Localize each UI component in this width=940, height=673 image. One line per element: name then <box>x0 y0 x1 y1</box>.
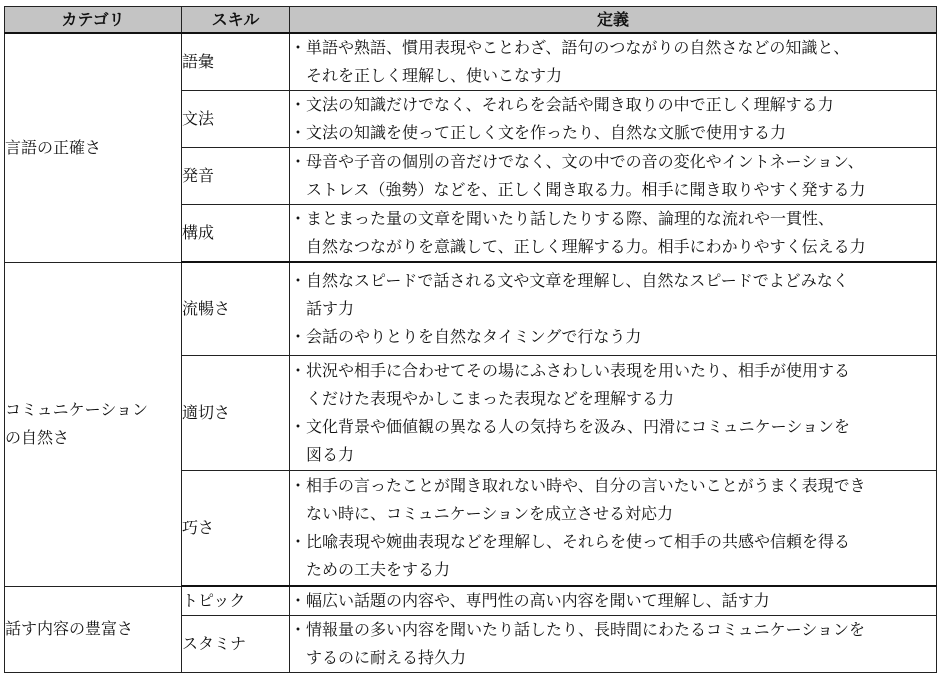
definition-item <box>290 34 936 90</box>
definition-item <box>290 472 936 528</box>
skill-cell: 流暢さ <box>182 262 290 356</box>
definition-line: するのに耐える持久力 <box>306 648 467 667</box>
definition-line: それを正しく理解し、使いこなす力 <box>306 66 563 85</box>
definition-item <box>290 357 936 413</box>
category-cell <box>5 262 182 586</box>
header-skill: スキル <box>182 7 290 34</box>
definition-cell <box>290 33 937 91</box>
bullet: ・ <box>290 591 307 610</box>
bullet: ・ <box>290 95 307 114</box>
definition-line: 自然なスピードで話される文や文章を理解し、自然なスピードでよどみなく <box>306 271 849 290</box>
definition-cell <box>290 356 937 471</box>
definition-item <box>290 267 936 323</box>
definition-line: ストレス（強勢）などを、正しく聞き取る力。相手に聞き取りやすく発する力 <box>306 180 866 199</box>
skill-cell: 文法 <box>182 91 290 148</box>
definition-line: 文法の知識だけでなく、それらを会話や聞き取りの中で正しく理解する力 <box>306 95 834 114</box>
definition-item <box>290 205 936 261</box>
skill-cell: 適切さ <box>182 356 290 471</box>
definition-item <box>290 91 936 119</box>
definition-line: 文化背景や価値観の異なる人の気持ちを汲み、円滑にコミュニケーションを <box>306 417 851 436</box>
bullet: ・ <box>290 209 307 228</box>
definition-line: 情報量の多い内容を聞いたり話したり、長時間にわたるコミュニケーションを <box>306 620 866 639</box>
skills-definition-table <box>4 6 937 673</box>
definition-line: ない時に、コミュニケーションを成立させる対応力 <box>306 504 674 523</box>
skill-cell: 巧さ <box>182 471 290 587</box>
definition-item <box>290 587 936 615</box>
bullet: ・ <box>290 152 307 171</box>
definition-cell <box>290 616 937 673</box>
bullet: ・ <box>290 476 307 495</box>
header-row <box>5 7 937 34</box>
definition-item <box>290 323 936 351</box>
bullet: ・ <box>290 417 307 436</box>
definition-line: 自然なつながりを意識して、正しく理解する力。相手にわかりやすく伝える力 <box>306 237 866 256</box>
definition-line: 相手の言ったことが聞き取れない時や、自分の言いたいことがうまく表現でき <box>306 476 866 495</box>
header-category: カテゴリ <box>5 7 182 34</box>
definition-line: 図る力 <box>306 445 355 464</box>
definition-cell <box>290 205 937 263</box>
definition-cell <box>290 262 937 356</box>
bullet: ・ <box>290 38 307 57</box>
bullet: ・ <box>290 361 307 380</box>
table-row <box>5 586 937 616</box>
category-label-line: の自然さ <box>5 428 70 447</box>
definition-item <box>290 413 936 469</box>
definition-item <box>290 616 936 672</box>
table-row <box>5 262 937 356</box>
bullet: ・ <box>290 271 307 290</box>
skill-cell: 発音 <box>182 148 290 205</box>
definition-cell <box>290 148 937 205</box>
definition-item <box>290 148 936 204</box>
definition-line: 状況や相手に合わせてその場にふさわしい表現を用いたり、相手が使用する <box>306 361 851 380</box>
bullet: ・ <box>290 532 307 551</box>
definition-line: 単語や熟語、慣用表現やことわざ、語句のつながりの自然さなどの知識と、 <box>306 38 850 57</box>
definition-cell <box>290 471 937 587</box>
definition-line: 幅広い話題の内容や、専門性の高い内容を聞いて理解し、話す力 <box>306 591 770 610</box>
category-label: 言語の正確さ <box>5 137 102 157</box>
definition-line: 比喩表現や婉曲表現などを理解し、それらを使って相手の共感や信頼を得る <box>306 532 851 551</box>
bullet: ・ <box>290 123 307 142</box>
definition-line: ための工夫をする力 <box>306 560 451 579</box>
bullet: ・ <box>290 620 307 639</box>
definition-cell <box>290 586 937 616</box>
category-cell <box>5 586 182 673</box>
definition-line: 文法の知識を使って正しく文を作ったり、自然な文脈で使用する力 <box>306 123 787 142</box>
bullet: ・ <box>290 327 307 346</box>
category-label-line: コミュニケーション <box>5 400 149 419</box>
definition-line: 話す力 <box>306 299 355 318</box>
definition-item <box>290 119 936 147</box>
definition-cell <box>290 91 937 148</box>
category-label: 話す内容の豊富さ <box>5 619 134 639</box>
skill-cell: 構成 <box>182 205 290 263</box>
definition-line: 会話のやりとりを自然なタイミングで行なう力 <box>306 327 642 346</box>
definition-line: 母音や子音の個別の音だけでなく、文の中での音の変化やイントネーション、 <box>306 152 864 171</box>
table-row <box>5 33 937 91</box>
category-cell <box>5 33 182 262</box>
definition-item <box>290 528 936 584</box>
definition-line: くだけた表現やかしこまった表現などを理解する力 <box>306 389 675 408</box>
skill-cell: 語彙 <box>182 33 290 91</box>
skill-cell: トピック <box>182 586 290 616</box>
definition-line: まとまった量の文章を聞いたり話したりする際、論理的な流れや一貫性、 <box>306 209 835 228</box>
header-definition: 定義 <box>290 7 937 34</box>
skill-cell: スタミナ <box>182 616 290 673</box>
